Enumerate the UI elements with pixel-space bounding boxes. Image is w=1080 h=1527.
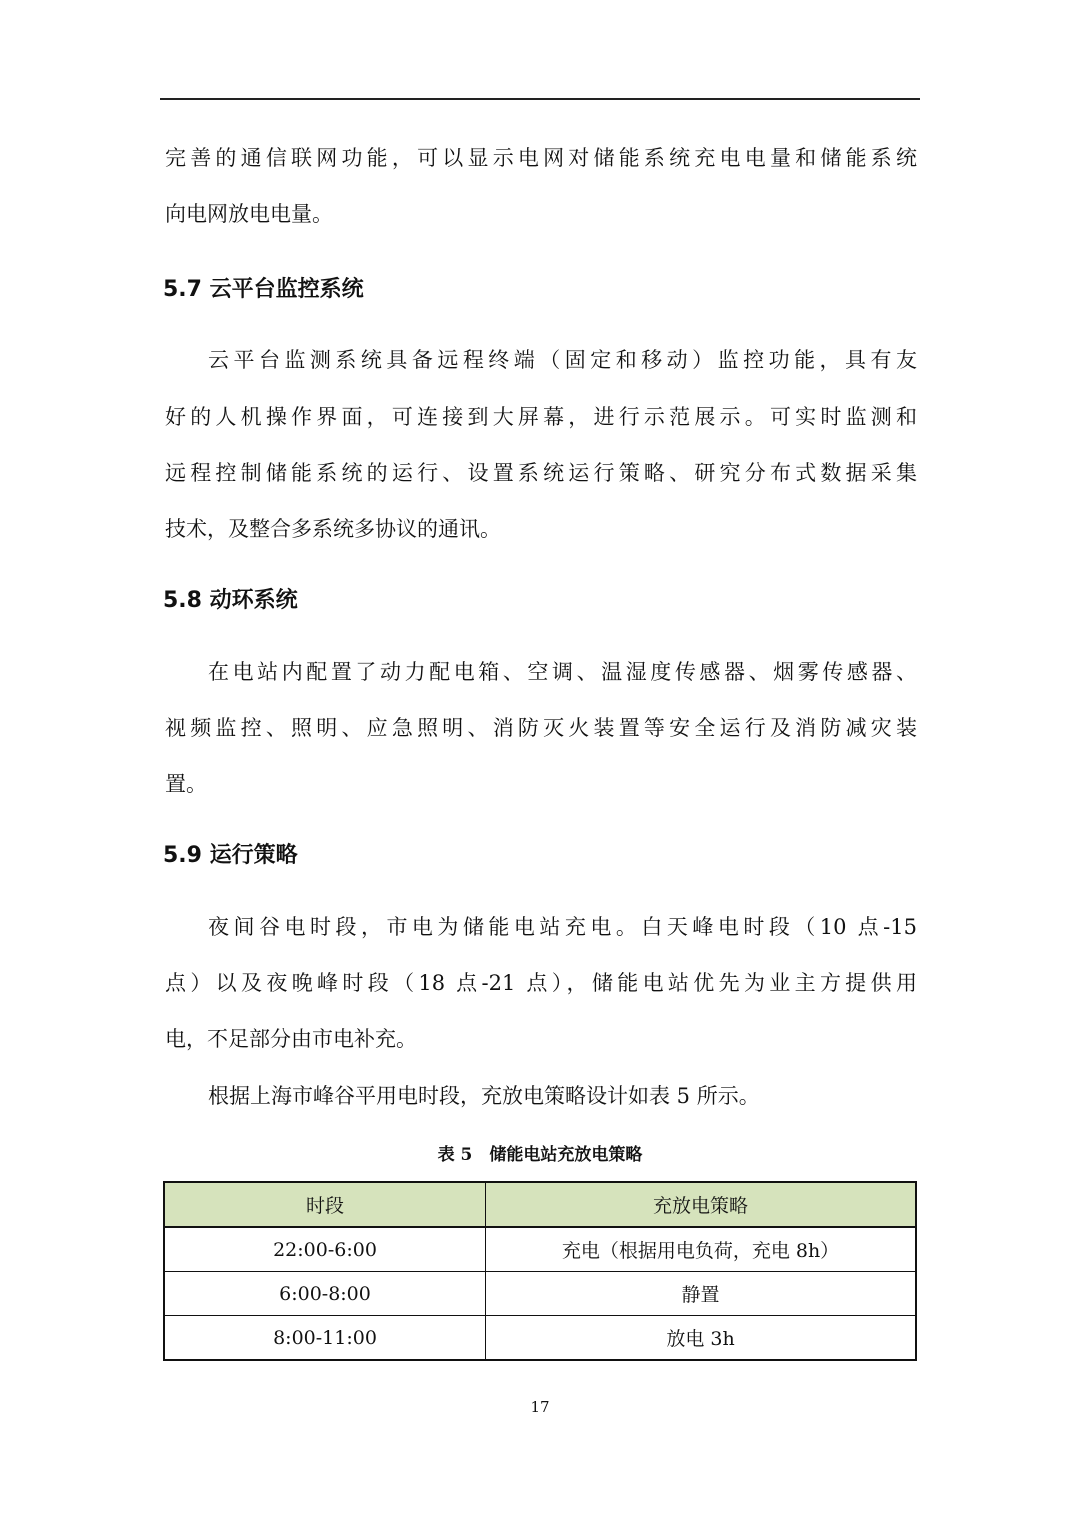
body-line: 远程控制储能系统的运行、设置系统运行策略、研究分布式数据采集 bbox=[165, 461, 917, 485]
body-line: 点）以及夜晚峰时段（18 点-21 点），储能电站优先为业主方提供用 bbox=[165, 971, 917, 995]
table-caption: 表 5 储能电站充放电策略 bbox=[437, 1145, 643, 1165]
table-cell: 静置 bbox=[486, 1272, 917, 1316]
body-line: 置。 bbox=[165, 772, 207, 796]
body-line: 根据上海市峰谷平用电时段，充放电策略设计如表 5 所示。 bbox=[208, 1084, 760, 1108]
header-cell: 时段 bbox=[164, 1182, 486, 1227]
page-number: 17 bbox=[530, 1398, 550, 1416]
table-cell: 放电 3h bbox=[486, 1316, 917, 1361]
table-header-row bbox=[164, 1182, 916, 1227]
table-row bbox=[164, 1316, 916, 1361]
table-cell: 6:00-8:00 bbox=[164, 1272, 486, 1316]
header-cell: 充放电策略 bbox=[486, 1182, 917, 1227]
table-row bbox=[164, 1227, 916, 1272]
body-line: 完善的通信联网功能，可以显示电网对储能系统充电电量和储能系统 bbox=[165, 146, 917, 170]
table-cell: 8:00-11:00 bbox=[164, 1316, 486, 1361]
body-line: 夜间谷电时段，市电为储能电站充电。白天峰电时段（10 点-15 bbox=[208, 915, 917, 939]
section-heading: 5.7 云平台监控系统 bbox=[163, 277, 364, 302]
section-heading: 5.9 运行策略 bbox=[163, 843, 298, 868]
body-line: 好的人机操作界面，可连接到大屏幕，进行示范展示。可实时监测和 bbox=[165, 405, 917, 429]
table-cell: 22:00-6:00 bbox=[164, 1227, 486, 1272]
body-line: 向电网放电电量。 bbox=[165, 202, 333, 226]
header-rule bbox=[160, 98, 920, 100]
body-line: 电，不足部分由市电补充。 bbox=[165, 1027, 417, 1051]
body-line: 在电站内配置了动力配电箱、空调、温湿度传感器、烟雾传感器、 bbox=[208, 660, 917, 684]
table-cell: 充电（根据用电负荷，充电 8h） bbox=[486, 1227, 917, 1272]
body-line: 云平台监测系统具备远程终端（固定和移动）监控功能，具有友 bbox=[208, 348, 917, 372]
body-line: 技术，及整合多系统多协议的通讯。 bbox=[165, 517, 501, 541]
section-heading: 5.8 动环系统 bbox=[163, 588, 298, 613]
strategy-table bbox=[163, 1181, 917, 1361]
table-row bbox=[164, 1272, 916, 1316]
body-line: 视频监控、照明、应急照明、消防灭火装置等安全运行及消防减灾装 bbox=[165, 716, 917, 740]
